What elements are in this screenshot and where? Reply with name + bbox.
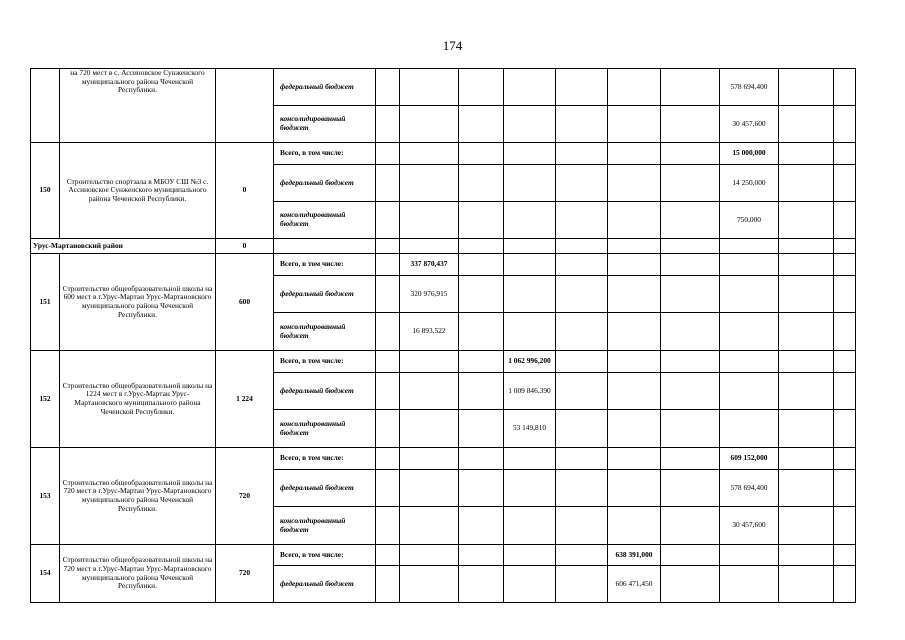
amount-cell — [376, 69, 400, 106]
amount-cell — [661, 545, 720, 566]
amount-cell — [661, 470, 720, 507]
amount-cell — [661, 69, 720, 106]
amount-cell — [720, 276, 779, 313]
amount-cell: 606 471,450 — [608, 566, 661, 603]
amount-cell — [834, 165, 856, 202]
amount-cell — [556, 470, 608, 507]
amount-cell: 30 457,600 — [720, 106, 779, 143]
amount-cell — [608, 276, 661, 313]
table-row — [31, 351, 856, 373]
amount-cell — [376, 373, 400, 410]
amount-cell: 337 870,437 — [400, 254, 459, 276]
amount-cell — [400, 351, 459, 373]
object-capacity: 720 — [216, 448, 274, 545]
amount-cell — [459, 202, 504, 239]
amount-cell — [834, 410, 856, 448]
table-row — [31, 69, 856, 106]
amount-cell — [834, 507, 856, 545]
amount-cell — [661, 313, 720, 351]
amount-cell — [779, 254, 834, 276]
empty-cell — [274, 239, 376, 254]
amount-cell: 1 009 846,390 — [504, 373, 556, 410]
amount-cell — [376, 507, 400, 545]
amount-cell — [376, 143, 400, 165]
object-capacity: 720 — [216, 545, 274, 603]
object-name: на 720 мест в с. Ассиновское Сунженского муниципального района Чеченской Республики. — [60, 69, 216, 143]
amount-cell — [459, 566, 504, 603]
amount-cell — [376, 202, 400, 239]
program-table — [30, 68, 856, 603]
amount-cell — [400, 143, 459, 165]
amount-cell — [459, 106, 504, 143]
amount-cell — [459, 373, 504, 410]
amount-cell — [608, 254, 661, 276]
amount-cell — [779, 276, 834, 313]
amount-cell — [459, 507, 504, 545]
amount-cell — [779, 165, 834, 202]
object-number — [31, 69, 60, 143]
object-name: Строительство спортзала в МБОУ СШ №3 с. Ассиновское Сунженского муниципального района Чеченской Республики. — [60, 143, 216, 239]
funding-source: консолидированный бюджет — [274, 202, 376, 239]
amount-cell — [556, 351, 608, 373]
amount-cell — [720, 254, 779, 276]
amount-cell — [779, 373, 834, 410]
funding-source: Всего, в том числе: — [274, 545, 376, 566]
amount-cell — [556, 143, 608, 165]
amount-cell — [661, 566, 720, 603]
amount-cell — [834, 373, 856, 410]
amount-cell — [779, 507, 834, 545]
district-capacity: 0 — [216, 239, 274, 254]
amount-cell — [779, 202, 834, 239]
amount-cell — [376, 313, 400, 351]
object-number: 154 — [31, 545, 60, 603]
amount-cell — [376, 106, 400, 143]
funding-source: федеральный бюджет — [274, 276, 376, 313]
object-name: Строительство общеобразовательной школы на 600 мест в г.Урус-Мартан Урус-Мартановского муниципального района Чеченской Республики. — [60, 254, 216, 351]
amount-cell — [834, 143, 856, 165]
amount-cell — [608, 351, 661, 373]
amount-cell — [376, 254, 400, 276]
amount-cell — [504, 507, 556, 545]
amount-cell — [608, 69, 661, 106]
table-row — [31, 545, 856, 566]
amount-cell — [556, 202, 608, 239]
amount-cell — [459, 313, 504, 351]
table-row — [31, 254, 856, 276]
amount-cell — [504, 276, 556, 313]
amount-cell — [834, 106, 856, 143]
amount-cell — [504, 545, 556, 566]
amount-cell — [459, 545, 504, 566]
amount-cell: 1 062 996,200 — [504, 351, 556, 373]
amount-cell — [556, 165, 608, 202]
funding-source: федеральный бюджет — [274, 470, 376, 507]
amount-cell — [556, 276, 608, 313]
amount-cell — [661, 254, 720, 276]
amount-cell — [779, 313, 834, 351]
amount-cell: 320 976,915 — [400, 276, 459, 313]
amount-cell — [400, 566, 459, 603]
amount-cell: 53 149,810 — [504, 410, 556, 448]
object-name: Строительство общеобразовательной школы на 1224 мест в г.Урус-Мартан Урус-Мартановского муниципального района Чеченской Республики. — [60, 351, 216, 448]
amount-cell — [376, 566, 400, 603]
amount-cell — [400, 410, 459, 448]
amount-cell: 14 250,000 — [720, 165, 779, 202]
amount-cell — [661, 373, 720, 410]
amount-cell — [834, 254, 856, 276]
empty-cell — [504, 239, 556, 254]
amount-cell — [608, 313, 661, 351]
amount-cell — [720, 373, 779, 410]
amount-cell — [400, 373, 459, 410]
amount-cell — [834, 351, 856, 373]
amount-cell — [376, 165, 400, 202]
amount-cell — [556, 106, 608, 143]
object-capacity: 1 224 — [216, 351, 274, 448]
amount-cell — [608, 202, 661, 239]
object-number: 151 — [31, 254, 60, 351]
empty-cell — [556, 239, 608, 254]
amount-cell: 16 893,522 — [400, 313, 459, 351]
amount-cell — [720, 566, 779, 603]
amount-cell — [400, 507, 459, 545]
amount-cell — [504, 106, 556, 143]
amount-cell — [608, 373, 661, 410]
amount-cell — [608, 507, 661, 545]
amount-cell — [720, 410, 779, 448]
amount-cell — [556, 545, 608, 566]
amount-cell — [459, 470, 504, 507]
amount-cell — [608, 448, 661, 470]
object-number: 150 — [31, 143, 60, 239]
amount-cell — [376, 276, 400, 313]
district-row — [31, 239, 856, 254]
funding-source: федеральный бюджет — [274, 373, 376, 410]
object-capacity: 600 — [216, 254, 274, 351]
amount-cell — [556, 566, 608, 603]
amount-cell — [459, 351, 504, 373]
object-capacity — [216, 69, 274, 143]
amount-cell — [504, 254, 556, 276]
amount-cell — [556, 410, 608, 448]
amount-cell — [556, 507, 608, 545]
amount-cell — [400, 545, 459, 566]
amount-cell — [376, 545, 400, 566]
amount-cell — [661, 202, 720, 239]
amount-cell — [608, 106, 661, 143]
empty-cell — [661, 239, 720, 254]
amount-cell — [556, 448, 608, 470]
amount-cell — [608, 143, 661, 165]
amount-cell — [556, 69, 608, 106]
amount-cell — [834, 566, 856, 603]
district-name: Урус-Мартановский район — [31, 239, 216, 254]
amount-cell — [661, 143, 720, 165]
empty-cell — [459, 239, 504, 254]
table-row — [31, 448, 856, 470]
amount-cell — [376, 351, 400, 373]
amount-cell — [504, 313, 556, 351]
amount-cell — [459, 254, 504, 276]
amount-cell — [376, 410, 400, 448]
amount-cell — [400, 202, 459, 239]
amount-cell — [459, 69, 504, 106]
amount-cell — [779, 545, 834, 566]
page-number: 174 — [442, 38, 463, 53]
empty-cell — [376, 239, 400, 254]
amount-cell — [608, 410, 661, 448]
amount-cell — [834, 448, 856, 470]
amount-cell — [834, 276, 856, 313]
amount-cell — [779, 351, 834, 373]
amount-cell — [608, 165, 661, 202]
funding-source: консолидированный бюджет — [274, 106, 376, 143]
amount-cell — [661, 165, 720, 202]
amount-cell — [376, 448, 400, 470]
amount-cell — [504, 69, 556, 106]
funding-source: Всего, в том числе: — [274, 143, 376, 165]
amount-cell — [504, 470, 556, 507]
amount-cell — [504, 165, 556, 202]
amount-cell — [834, 470, 856, 507]
amount-cell — [779, 470, 834, 507]
amount-cell — [720, 351, 779, 373]
amount-cell — [779, 566, 834, 603]
amount-cell — [661, 507, 720, 545]
object-name: Строительство общеобразовательной школы на 720 мест в г.Урус-Мартан Урус-Мартановского муниципального района Чеченской Республики. — [60, 545, 216, 603]
funding-source: федеральный бюджет — [274, 69, 376, 106]
object-number: 152 — [31, 351, 60, 448]
amount-cell — [834, 545, 856, 566]
amount-cell — [400, 106, 459, 143]
amount-cell — [834, 69, 856, 106]
funding-source: Всего, в том числе: — [274, 448, 376, 470]
amount-cell: 638 391,000 — [608, 545, 661, 566]
amount-cell — [779, 143, 834, 165]
funding-source: консолидированный бюджет — [274, 313, 376, 351]
amount-cell — [504, 143, 556, 165]
amount-cell — [661, 448, 720, 470]
amount-cell — [459, 410, 504, 448]
amount-cell: 578 694,400 — [720, 470, 779, 507]
amount-cell — [661, 351, 720, 373]
amount-cell — [661, 106, 720, 143]
amount-cell — [400, 69, 459, 106]
object-number: 153 — [31, 448, 60, 545]
amount-cell: 750,000 — [720, 202, 779, 239]
amount-cell — [779, 106, 834, 143]
empty-cell — [608, 239, 661, 254]
amount-cell — [661, 410, 720, 448]
amount-cell — [459, 143, 504, 165]
amount-cell — [556, 254, 608, 276]
object-capacity: 0 — [216, 143, 274, 239]
amount-cell: 15 000,000 — [720, 143, 779, 165]
funding-source: федеральный бюджет — [274, 566, 376, 603]
amount-cell — [400, 448, 459, 470]
amount-cell — [720, 313, 779, 351]
funding-source: консолидированный бюджет — [274, 410, 376, 448]
empty-cell — [779, 239, 834, 254]
amount-cell — [556, 313, 608, 351]
amount-cell — [608, 470, 661, 507]
table-row — [31, 143, 856, 165]
funding-source: Всего, в том числе: — [274, 351, 376, 373]
amount-cell: 609 152,000 — [720, 448, 779, 470]
amount-cell — [779, 69, 834, 106]
amount-cell — [459, 276, 504, 313]
amount-cell — [504, 202, 556, 239]
amount-cell — [376, 470, 400, 507]
amount-cell — [459, 165, 504, 202]
amount-cell — [504, 566, 556, 603]
table-body — [31, 69, 856, 603]
amount-cell — [834, 202, 856, 239]
empty-cell — [720, 239, 779, 254]
empty-cell — [834, 239, 856, 254]
amount-cell — [504, 448, 556, 470]
amount-cell — [400, 165, 459, 202]
funding-source: федеральный бюджет — [274, 165, 376, 202]
funding-source: Всего, в том числе: — [274, 254, 376, 276]
empty-cell — [400, 239, 459, 254]
amount-cell — [459, 448, 504, 470]
amount-cell — [720, 545, 779, 566]
amount-cell — [834, 313, 856, 351]
amount-cell — [661, 276, 720, 313]
amount-cell: 578 694,400 — [720, 69, 779, 106]
amount-cell — [779, 448, 834, 470]
amount-cell — [400, 470, 459, 507]
funding-source: консолидированный бюджет — [274, 507, 376, 545]
object-name: Строительство общеобразовательной школы на 720 мест в г.Урус-Мартан Урус-Мартановского муниципального района Чеченской Республики. — [60, 448, 216, 545]
amount-cell — [556, 373, 608, 410]
amount-cell — [779, 410, 834, 448]
amount-cell: 30 457,600 — [720, 507, 779, 545]
